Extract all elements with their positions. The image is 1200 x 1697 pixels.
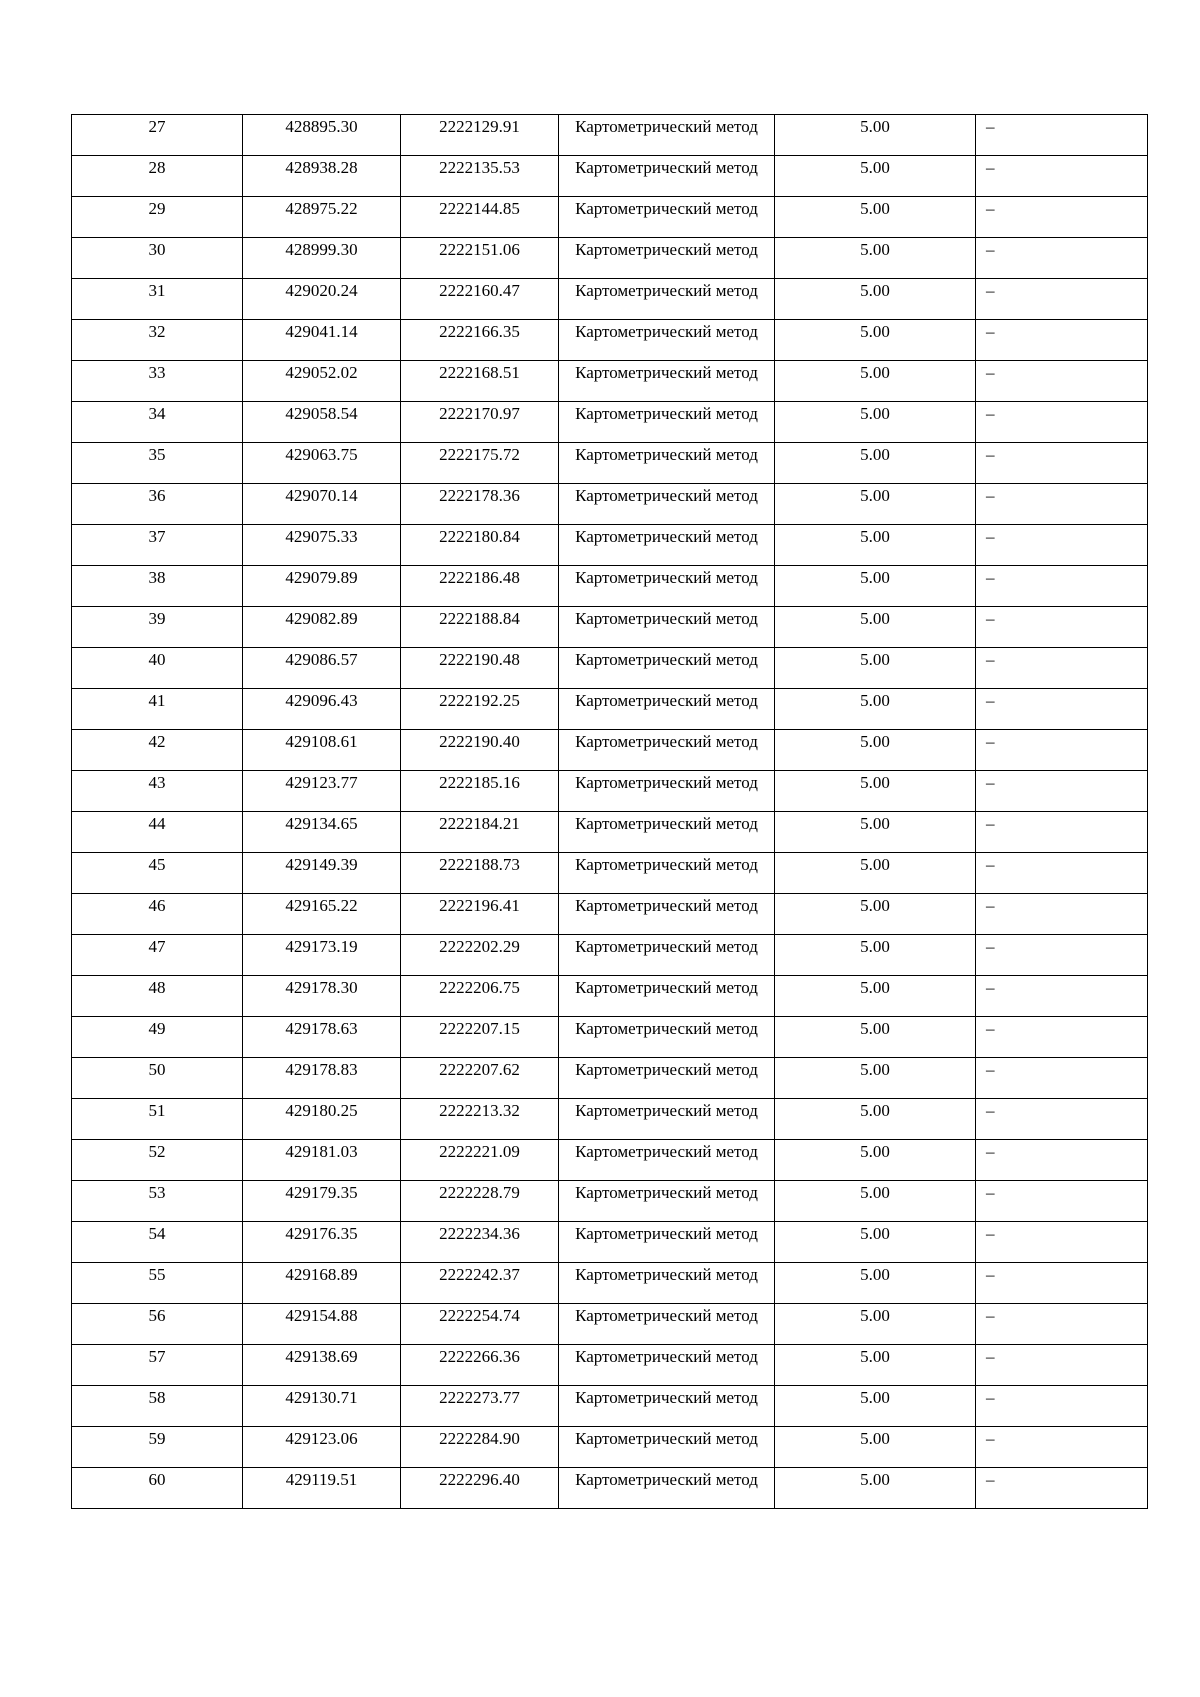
x-coordinate-cell: 429176.35 <box>243 1222 401 1263</box>
note-cell: – <box>976 238 1148 279</box>
y-coordinate-cell: 2222135.53 <box>401 156 559 197</box>
point-number-cell: 48 <box>72 976 243 1017</box>
y-coordinate-cell: 2222184.21 <box>401 812 559 853</box>
x-coordinate-cell: 429063.75 <box>243 443 401 484</box>
point-number-cell: 38 <box>72 566 243 607</box>
table-row <box>72 976 1148 1017</box>
x-coordinate-cell: 429178.83 <box>243 1058 401 1099</box>
note-cell: – <box>976 197 1148 238</box>
y-coordinate-cell: 2222242.37 <box>401 1263 559 1304</box>
y-coordinate-cell: 2222192.25 <box>401 689 559 730</box>
accuracy-cell: 5.00 <box>775 156 976 197</box>
y-coordinate-cell: 2222129.91 <box>401 115 559 156</box>
accuracy-cell: 5.00 <box>775 566 976 607</box>
accuracy-cell: 5.00 <box>775 1304 976 1345</box>
method-cell: Картометрический метод <box>559 1304 775 1345</box>
method-cell: Картометрический метод <box>559 115 775 156</box>
table-row <box>72 935 1148 976</box>
table-row <box>72 525 1148 566</box>
table-row <box>72 853 1148 894</box>
method-cell: Картометрический метод <box>559 894 775 935</box>
x-coordinate-cell: 429130.71 <box>243 1386 401 1427</box>
point-number-cell: 32 <box>72 320 243 361</box>
method-cell: Картометрический метод <box>559 689 775 730</box>
method-cell: Картометрический метод <box>559 1058 775 1099</box>
note-cell: – <box>976 402 1148 443</box>
point-number-cell: 42 <box>72 730 243 771</box>
accuracy-cell: 5.00 <box>775 279 976 320</box>
point-number-cell: 56 <box>72 1304 243 1345</box>
table-row <box>72 1427 1148 1468</box>
y-coordinate-cell: 2222144.85 <box>401 197 559 238</box>
method-cell: Картометрический метод <box>559 1386 775 1427</box>
y-coordinate-cell: 2222273.77 <box>401 1386 559 1427</box>
x-coordinate-cell: 429134.65 <box>243 812 401 853</box>
x-coordinate-cell: 429096.43 <box>243 689 401 730</box>
y-coordinate-cell: 2222188.73 <box>401 853 559 894</box>
accuracy-cell: 5.00 <box>775 1386 976 1427</box>
point-number-cell: 40 <box>72 648 243 689</box>
point-number-cell: 34 <box>72 402 243 443</box>
point-number-cell: 39 <box>72 607 243 648</box>
point-number-cell: 30 <box>72 238 243 279</box>
method-cell: Картометрический метод <box>559 279 775 320</box>
table-row <box>72 115 1148 156</box>
table-row <box>72 1345 1148 1386</box>
point-number-cell: 60 <box>72 1468 243 1509</box>
note-cell: – <box>976 812 1148 853</box>
y-coordinate-cell: 2222175.72 <box>401 443 559 484</box>
note-cell: – <box>976 771 1148 812</box>
point-number-cell: 33 <box>72 361 243 402</box>
point-number-cell: 51 <box>72 1099 243 1140</box>
y-coordinate-cell: 2222190.48 <box>401 648 559 689</box>
method-cell: Картометрический метод <box>559 1345 775 1386</box>
y-coordinate-cell: 2222190.40 <box>401 730 559 771</box>
table-row <box>72 812 1148 853</box>
accuracy-cell: 5.00 <box>775 1181 976 1222</box>
note-cell: – <box>976 1345 1148 1386</box>
x-coordinate-cell: 429123.06 <box>243 1427 401 1468</box>
note-cell: – <box>976 1468 1148 1509</box>
x-coordinate-cell: 429154.88 <box>243 1304 401 1345</box>
y-coordinate-cell: 2222160.47 <box>401 279 559 320</box>
x-coordinate-cell: 429020.24 <box>243 279 401 320</box>
table-row <box>72 730 1148 771</box>
method-cell: Картометрический метод <box>559 812 775 853</box>
note-cell: – <box>976 1222 1148 1263</box>
point-number-cell: 49 <box>72 1017 243 1058</box>
note-cell: – <box>976 320 1148 361</box>
accuracy-cell: 5.00 <box>775 648 976 689</box>
table-row <box>72 197 1148 238</box>
accuracy-cell: 5.00 <box>775 443 976 484</box>
y-coordinate-cell: 2222207.62 <box>401 1058 559 1099</box>
method-cell: Картометрический метод <box>559 1222 775 1263</box>
method-cell: Картометрический метод <box>559 648 775 689</box>
point-number-cell: 57 <box>72 1345 243 1386</box>
point-number-cell: 53 <box>72 1181 243 1222</box>
method-cell: Картометрический метод <box>559 156 775 197</box>
y-coordinate-cell: 2222178.36 <box>401 484 559 525</box>
y-coordinate-cell: 2222234.36 <box>401 1222 559 1263</box>
note-cell: – <box>976 115 1148 156</box>
y-coordinate-cell: 2222186.48 <box>401 566 559 607</box>
note-cell: – <box>976 1386 1148 1427</box>
accuracy-cell: 5.00 <box>775 894 976 935</box>
accuracy-cell: 5.00 <box>775 1222 976 1263</box>
point-number-cell: 59 <box>72 1427 243 1468</box>
note-cell: – <box>976 976 1148 1017</box>
table-row <box>72 1222 1148 1263</box>
accuracy-cell: 5.00 <box>775 1427 976 1468</box>
method-cell: Картометрический метод <box>559 525 775 566</box>
table-row <box>72 1099 1148 1140</box>
x-coordinate-cell: 429168.89 <box>243 1263 401 1304</box>
point-number-cell: 31 <box>72 279 243 320</box>
accuracy-cell: 5.00 <box>775 1099 976 1140</box>
y-coordinate-cell: 2222180.84 <box>401 525 559 566</box>
point-number-cell: 46 <box>72 894 243 935</box>
y-coordinate-cell: 2222151.06 <box>401 238 559 279</box>
note-cell: – <box>976 730 1148 771</box>
accuracy-cell: 5.00 <box>775 1345 976 1386</box>
note-cell: – <box>976 1304 1148 1345</box>
x-coordinate-cell: 429123.77 <box>243 771 401 812</box>
y-coordinate-cell: 2222188.84 <box>401 607 559 648</box>
y-coordinate-cell: 2222254.74 <box>401 1304 559 1345</box>
method-cell: Картометрический метод <box>559 1017 775 1058</box>
x-coordinate-cell: 429179.35 <box>243 1181 401 1222</box>
note-cell: – <box>976 1263 1148 1304</box>
point-number-cell: 55 <box>72 1263 243 1304</box>
y-coordinate-cell: 2222266.36 <box>401 1345 559 1386</box>
y-coordinate-cell: 2222185.16 <box>401 771 559 812</box>
note-cell: – <box>976 525 1148 566</box>
table-row <box>72 894 1148 935</box>
method-cell: Картометрический метод <box>559 935 775 976</box>
point-number-cell: 45 <box>72 853 243 894</box>
coordinates-table-body <box>72 115 1148 1509</box>
y-coordinate-cell: 2222284.90 <box>401 1427 559 1468</box>
accuracy-cell: 5.00 <box>775 484 976 525</box>
coordinates-table <box>71 114 1148 1509</box>
x-coordinate-cell: 429119.51 <box>243 1468 401 1509</box>
accuracy-cell: 5.00 <box>775 197 976 238</box>
note-cell: – <box>976 1099 1148 1140</box>
table-row <box>72 1058 1148 1099</box>
point-number-cell: 50 <box>72 1058 243 1099</box>
method-cell: Картометрический метод <box>559 1263 775 1304</box>
point-number-cell: 41 <box>72 689 243 730</box>
x-coordinate-cell: 429138.69 <box>243 1345 401 1386</box>
table-row <box>72 607 1148 648</box>
method-cell: Картометрический метод <box>559 320 775 361</box>
x-coordinate-cell: 429079.89 <box>243 566 401 607</box>
note-cell: – <box>976 279 1148 320</box>
point-number-cell: 52 <box>72 1140 243 1181</box>
table-row <box>72 1017 1148 1058</box>
accuracy-cell: 5.00 <box>775 607 976 648</box>
y-coordinate-cell: 2222207.15 <box>401 1017 559 1058</box>
x-coordinate-cell: 428895.30 <box>243 115 401 156</box>
method-cell: Картометрический метод <box>559 1427 775 1468</box>
accuracy-cell: 5.00 <box>775 320 976 361</box>
method-cell: Картометрический метод <box>559 976 775 1017</box>
accuracy-cell: 5.00 <box>775 1017 976 1058</box>
table-row <box>72 443 1148 484</box>
x-coordinate-cell: 429165.22 <box>243 894 401 935</box>
x-coordinate-cell: 429075.33 <box>243 525 401 566</box>
note-cell: – <box>976 484 1148 525</box>
method-cell: Картометрический метод <box>559 402 775 443</box>
note-cell: – <box>976 156 1148 197</box>
note-cell: – <box>976 894 1148 935</box>
x-coordinate-cell: 428999.30 <box>243 238 401 279</box>
point-number-cell: 36 <box>72 484 243 525</box>
method-cell: Картометрический метод <box>559 361 775 402</box>
x-coordinate-cell: 428975.22 <box>243 197 401 238</box>
point-number-cell: 29 <box>72 197 243 238</box>
x-coordinate-cell: 429052.02 <box>243 361 401 402</box>
point-number-cell: 44 <box>72 812 243 853</box>
table-row <box>72 361 1148 402</box>
table-row <box>72 648 1148 689</box>
point-number-cell: 28 <box>72 156 243 197</box>
point-number-cell: 27 <box>72 115 243 156</box>
x-coordinate-cell: 429181.03 <box>243 1140 401 1181</box>
note-cell: – <box>976 1017 1148 1058</box>
accuracy-cell: 5.00 <box>775 238 976 279</box>
method-cell: Картометрический метод <box>559 1140 775 1181</box>
table-row <box>72 484 1148 525</box>
method-cell: Картометрический метод <box>559 484 775 525</box>
accuracy-cell: 5.00 <box>775 402 976 443</box>
accuracy-cell: 5.00 <box>775 976 976 1017</box>
point-number-cell: 43 <box>72 771 243 812</box>
y-coordinate-cell: 2222170.97 <box>401 402 559 443</box>
accuracy-cell: 5.00 <box>775 1468 976 1509</box>
note-cell: – <box>976 689 1148 730</box>
method-cell: Картометрический метод <box>559 1468 775 1509</box>
accuracy-cell: 5.00 <box>775 1140 976 1181</box>
y-coordinate-cell: 2222206.75 <box>401 976 559 1017</box>
x-coordinate-cell: 429082.89 <box>243 607 401 648</box>
method-cell: Картометрический метод <box>559 197 775 238</box>
note-cell: – <box>976 566 1148 607</box>
accuracy-cell: 5.00 <box>775 812 976 853</box>
x-coordinate-cell: 429108.61 <box>243 730 401 771</box>
accuracy-cell: 5.00 <box>775 689 976 730</box>
point-number-cell: 58 <box>72 1386 243 1427</box>
y-coordinate-cell: 2222168.51 <box>401 361 559 402</box>
accuracy-cell: 5.00 <box>775 361 976 402</box>
method-cell: Картометрический метод <box>559 238 775 279</box>
accuracy-cell: 5.00 <box>775 115 976 156</box>
accuracy-cell: 5.00 <box>775 771 976 812</box>
table-row <box>72 1386 1148 1427</box>
point-number-cell: 54 <box>72 1222 243 1263</box>
x-coordinate-cell: 429149.39 <box>243 853 401 894</box>
method-cell: Картометрический метод <box>559 607 775 648</box>
note-cell: – <box>976 935 1148 976</box>
note-cell: – <box>976 1181 1148 1222</box>
table-row <box>72 566 1148 607</box>
accuracy-cell: 5.00 <box>775 1058 976 1099</box>
table-row <box>72 1263 1148 1304</box>
y-coordinate-cell: 2222166.35 <box>401 320 559 361</box>
note-cell: – <box>976 443 1148 484</box>
method-cell: Картометрический метод <box>559 730 775 771</box>
note-cell: – <box>976 1058 1148 1099</box>
x-coordinate-cell: 428938.28 <box>243 156 401 197</box>
x-coordinate-cell: 429178.30 <box>243 976 401 1017</box>
method-cell: Картометрический метод <box>559 771 775 812</box>
note-cell: – <box>976 1140 1148 1181</box>
note-cell: – <box>976 1427 1148 1468</box>
table-row <box>72 1140 1148 1181</box>
table-row <box>72 238 1148 279</box>
y-coordinate-cell: 2222296.40 <box>401 1468 559 1509</box>
table-row <box>72 1181 1148 1222</box>
method-cell: Картометрический метод <box>559 443 775 484</box>
point-number-cell: 47 <box>72 935 243 976</box>
accuracy-cell: 5.00 <box>775 853 976 894</box>
accuracy-cell: 5.00 <box>775 525 976 566</box>
table-row <box>72 771 1148 812</box>
table-row <box>72 156 1148 197</box>
point-number-cell: 37 <box>72 525 243 566</box>
note-cell: – <box>976 648 1148 689</box>
table-row <box>72 402 1148 443</box>
x-coordinate-cell: 429070.14 <box>243 484 401 525</box>
x-coordinate-cell: 429041.14 <box>243 320 401 361</box>
accuracy-cell: 5.00 <box>775 730 976 771</box>
method-cell: Картометрический метод <box>559 566 775 607</box>
x-coordinate-cell: 429058.54 <box>243 402 401 443</box>
method-cell: Картометрический метод <box>559 1099 775 1140</box>
table-row <box>72 1304 1148 1345</box>
method-cell: Картометрический метод <box>559 1181 775 1222</box>
table-row <box>72 1468 1148 1509</box>
y-coordinate-cell: 2222213.32 <box>401 1099 559 1140</box>
note-cell: – <box>976 361 1148 402</box>
note-cell: – <box>976 607 1148 648</box>
point-number-cell: 35 <box>72 443 243 484</box>
table-row <box>72 689 1148 730</box>
note-cell: – <box>976 853 1148 894</box>
x-coordinate-cell: 429086.57 <box>243 648 401 689</box>
x-coordinate-cell: 429178.63 <box>243 1017 401 1058</box>
method-cell: Картометрический метод <box>559 853 775 894</box>
y-coordinate-cell: 2222196.41 <box>401 894 559 935</box>
accuracy-cell: 5.00 <box>775 1263 976 1304</box>
table-row <box>72 320 1148 361</box>
y-coordinate-cell: 2222228.79 <box>401 1181 559 1222</box>
x-coordinate-cell: 429180.25 <box>243 1099 401 1140</box>
y-coordinate-cell: 2222202.29 <box>401 935 559 976</box>
y-coordinate-cell: 2222221.09 <box>401 1140 559 1181</box>
x-coordinate-cell: 429173.19 <box>243 935 401 976</box>
accuracy-cell: 5.00 <box>775 935 976 976</box>
table-row <box>72 279 1148 320</box>
